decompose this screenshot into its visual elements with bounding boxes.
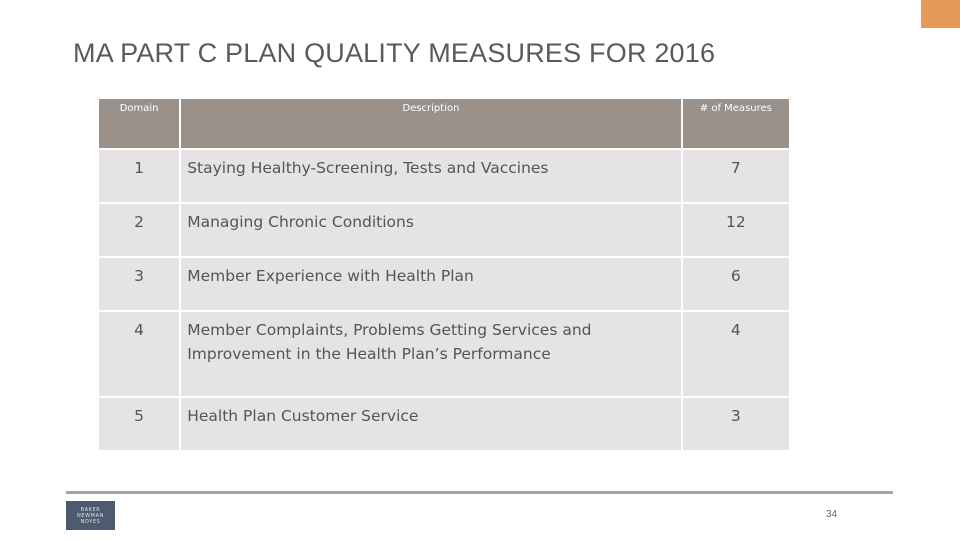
corner-accent-bar xyxy=(921,0,960,28)
domain-description: Managing Chronic Conditions xyxy=(181,204,680,256)
domain-number: 3 xyxy=(99,258,179,310)
domain-description: Health Plan Customer Service xyxy=(181,398,680,450)
header-measure-count: # of Measures xyxy=(683,99,789,148)
domain-number: 1 xyxy=(99,150,179,202)
measure-count: 6 xyxy=(683,258,789,310)
measure-count: 4 xyxy=(683,312,789,396)
footer-divider xyxy=(66,491,893,494)
domain-number: 4 xyxy=(99,312,179,396)
page-number: 34 xyxy=(826,509,838,520)
table-header-row xyxy=(99,99,789,148)
domain-description: Member Experience with Health Plan xyxy=(181,258,680,310)
slide-title: MA PART C PLAN QUALITY MEASURES FOR 2016 xyxy=(73,38,716,68)
measure-count: 12 xyxy=(683,204,789,256)
table-row xyxy=(99,312,789,396)
table-row xyxy=(99,204,789,256)
domain-description: Staying Healthy-Screening, Tests and Vaccines xyxy=(181,150,680,202)
quality-measures-table xyxy=(97,97,791,452)
logo-text-line: BAKER xyxy=(80,506,101,513)
logo-text-line: NOYES xyxy=(80,518,101,525)
domain-description: Member Complaints, Problems Getting Services and Improvement in the Health Plan’s Performance xyxy=(181,312,680,396)
measure-count: 7 xyxy=(683,150,789,202)
domain-number: 2 xyxy=(99,204,179,256)
company-logo xyxy=(66,501,115,530)
measure-count: 3 xyxy=(683,398,789,450)
table-row xyxy=(99,258,789,310)
header-description: Description xyxy=(181,99,680,148)
table-row xyxy=(99,150,789,202)
domain-number: 5 xyxy=(99,398,179,450)
header-domain: Domain xyxy=(99,99,179,148)
table-row xyxy=(99,398,789,450)
logo-text-line: NEWMAN xyxy=(77,512,104,519)
